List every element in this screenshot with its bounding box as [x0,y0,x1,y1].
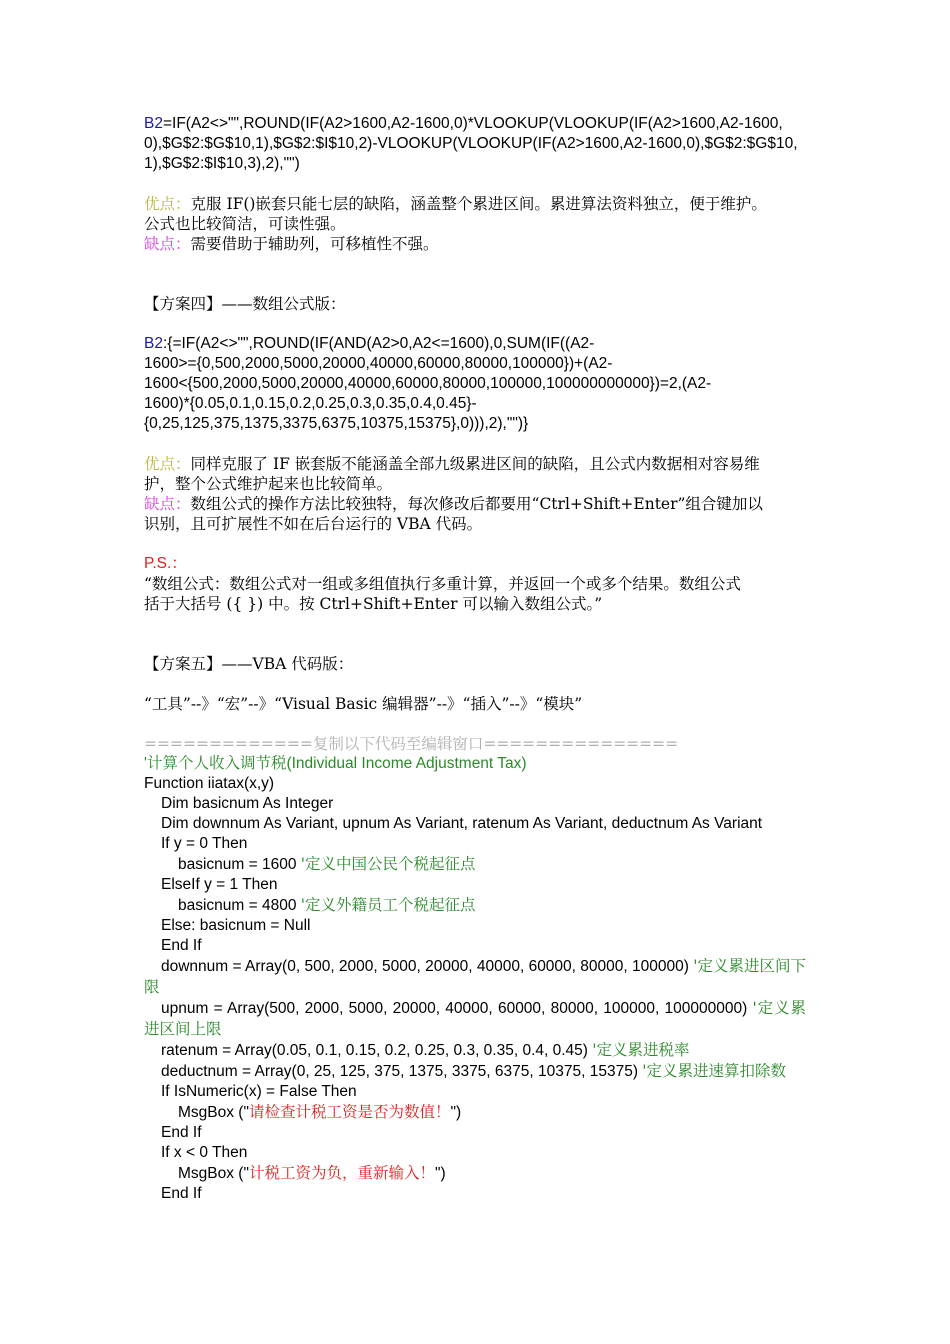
code-text: ratenum = Array(0.05, 0.1, 0.15, 0.2, 0.25, 0.3, 0.35, 0.4, 0.45) [161,1042,593,1059]
code-line-elseif: ElseIf y = 1 Then [161,876,278,893]
code-line-xneg: If x < 0 Then [161,1144,248,1161]
plan5-heading: 【方案五】——VBA 代码版： [144,655,354,673]
code-line-dim2: Dim downnum As Variant, upnum As Variant, ratenum As Variant, deductnum As Variant [161,815,763,832]
code-string: 计税工资为负，重新输入！ [248,1164,435,1182]
code-line-basic2 [144,895,806,916]
plan4-cons-cont: 识别，且可扩展性不如在后台运行的 VBA 代码。 [144,515,483,533]
code-text: upnum = Array(500, 2000, 5000, 20000, 40000, 60000, 80000, 100000, 100000000) [161,1000,753,1017]
code-text: MsgBox (" [178,1104,249,1121]
code-text: basicnum = 4800 [178,897,301,914]
code-comment: '定义累进区间下限 [144,957,806,996]
code-divider: =============复制以下代码至编辑窗口=============== [144,735,679,753]
plan4-formula-line5: {0,25,125,375,1375,3375,6375,10375,15375},0))),2),"")} [144,415,529,432]
pros-text: 克服 IF()嵌套只能七层的缺陷，涵盖整个累进区间。累进算法资料独立，便于维护。 [190,195,767,213]
code-comment: '定义外籍员工个税起征点 [300,896,476,914]
plan4-pros-cont: 护，整个公式维护起来也比较简单。 [144,475,393,493]
pros-label: 优点： [144,195,191,213]
code-text: ") [434,1165,446,1182]
menu-path: “工具”--》“宏”--》“Visual Basic 编辑器”--》“插入”--》“模块” [144,695,583,713]
cons-text: 需要借助于辅助列，可移植性不强。 [190,235,439,253]
code-line-if-y0: If y = 0 Then [161,835,248,852]
pros-text: 同样克服了 IF 嵌套版不能涵盖全部九级累进区间的缺陷，且公式内数据相对容易维 [190,455,760,473]
code-text: downnum = Array(0, 500, 2000, 5000, 20000, 40000, 60000, 80000, 100000) [161,958,694,975]
code-line-dim1: Dim basicnum As Integer [161,795,334,812]
plan4-formula-line4: 1600)*{0.05,0.1,0.15,0.2,0.25,0.3,0.35,0.4,0.45}- [144,395,477,412]
code-line-downnum [144,956,806,998]
cons-label: 缺点： [144,235,191,253]
ps-text-cont: 括于大括号 ({ }) 中。按 Ctrl+Shift+Enter 可以输入数组公式。” [144,595,603,613]
code-line-endif: End If [161,1124,202,1141]
code-text: deductnum = Array(0, 25, 125, 375, 1375, 3375, 6375, 10375, 15375) [161,1063,643,1080]
code-text: MsgBox (" [178,1165,249,1182]
code-text: ") [450,1104,462,1121]
code-text: basicnum = 1600 [178,856,301,873]
formula-text: =IF(A2<>"",ROUND(IF(A2>1600,A2-1600,0)*VLOOKUP(VLOOKUP(IF(A2>1600,A2-1600,0),$G$2:$G$10,1),$G$2:$I$10,2)-VLOOKUP(VLOOKUP(IF(A2>1600,A2-1600,0),$G$2:$G$10,1),$G$2:$I$10,3),2),"") [144,115,798,172]
code-string: 请检查计税工资是否为数值！ [248,1103,451,1121]
code-comment: '定义累进税率 [592,1041,690,1059]
code-line-endif: End If [161,937,202,954]
code-line-msgbox1 [144,1102,806,1123]
ps-label: P.S.： [144,555,187,572]
cell-ref: B2 [144,115,163,132]
code-line-basic1 [144,854,806,875]
code-line-else: Else: basicnum = Null [161,917,311,934]
plan3-pros [144,194,806,214]
cell-ref: B2 [144,335,163,352]
code-line-function: Function iiatax(x,y) [144,775,275,792]
code-line-msgbox2 [144,1163,806,1184]
formula-text: :{=IF(A2<>"",ROUND(IF(AND(A2>0,A2<=1600),0,SUM(IF((A2- [162,335,595,352]
plan3-formula [144,114,806,174]
code-comment-title: '计算个人收入调节税(Individual Income Adjustment Tax) [144,755,527,772]
vba-code-block [144,754,806,1204]
plan3-pros-cont: 公式也比较简洁，可读性强。 [144,215,346,233]
cons-text: 数组公式的操作方法比较独特，每次修改后都要用“Ctrl+Shift+Enter”组合键加以 [190,495,763,513]
code-line-isnumeric: If IsNumeric(x) = False Then [161,1083,357,1100]
document-page [144,114,806,1204]
plan4-formula-line3: 1600<{500,2000,5000,20000,40000,60000,80000,100000,100000000000})=2,(A2- [144,375,712,392]
plan4-formula-line2: 1600>={0,500,2000,5000,20000,40000,60000,80000,100000})+(A2- [144,355,613,372]
code-comment: '定义累进区间上限 [144,999,806,1038]
plan4-pros [144,454,806,474]
ps-text: “数组公式：数组公式对一组或多组值执行多重计算，并返回一个或多个结果。数组公式 [144,575,741,593]
code-line-deductnum [144,1061,806,1082]
code-comment: '定义累进速算扣除数 [642,1062,787,1080]
code-line-endif: End If [161,1185,202,1202]
plan3-cons [144,234,806,254]
plan4-cons [144,494,806,514]
plan4-heading: 【方案四】——数组公式版： [144,295,346,313]
pros-label: 优点： [144,455,191,473]
cons-label: 缺点： [144,495,191,513]
code-comment: '定义中国公民个税起征点 [300,855,476,873]
code-line-upnum [144,998,806,1040]
code-line-ratenum [144,1040,806,1061]
plan4-formula-line1 [144,334,806,354]
